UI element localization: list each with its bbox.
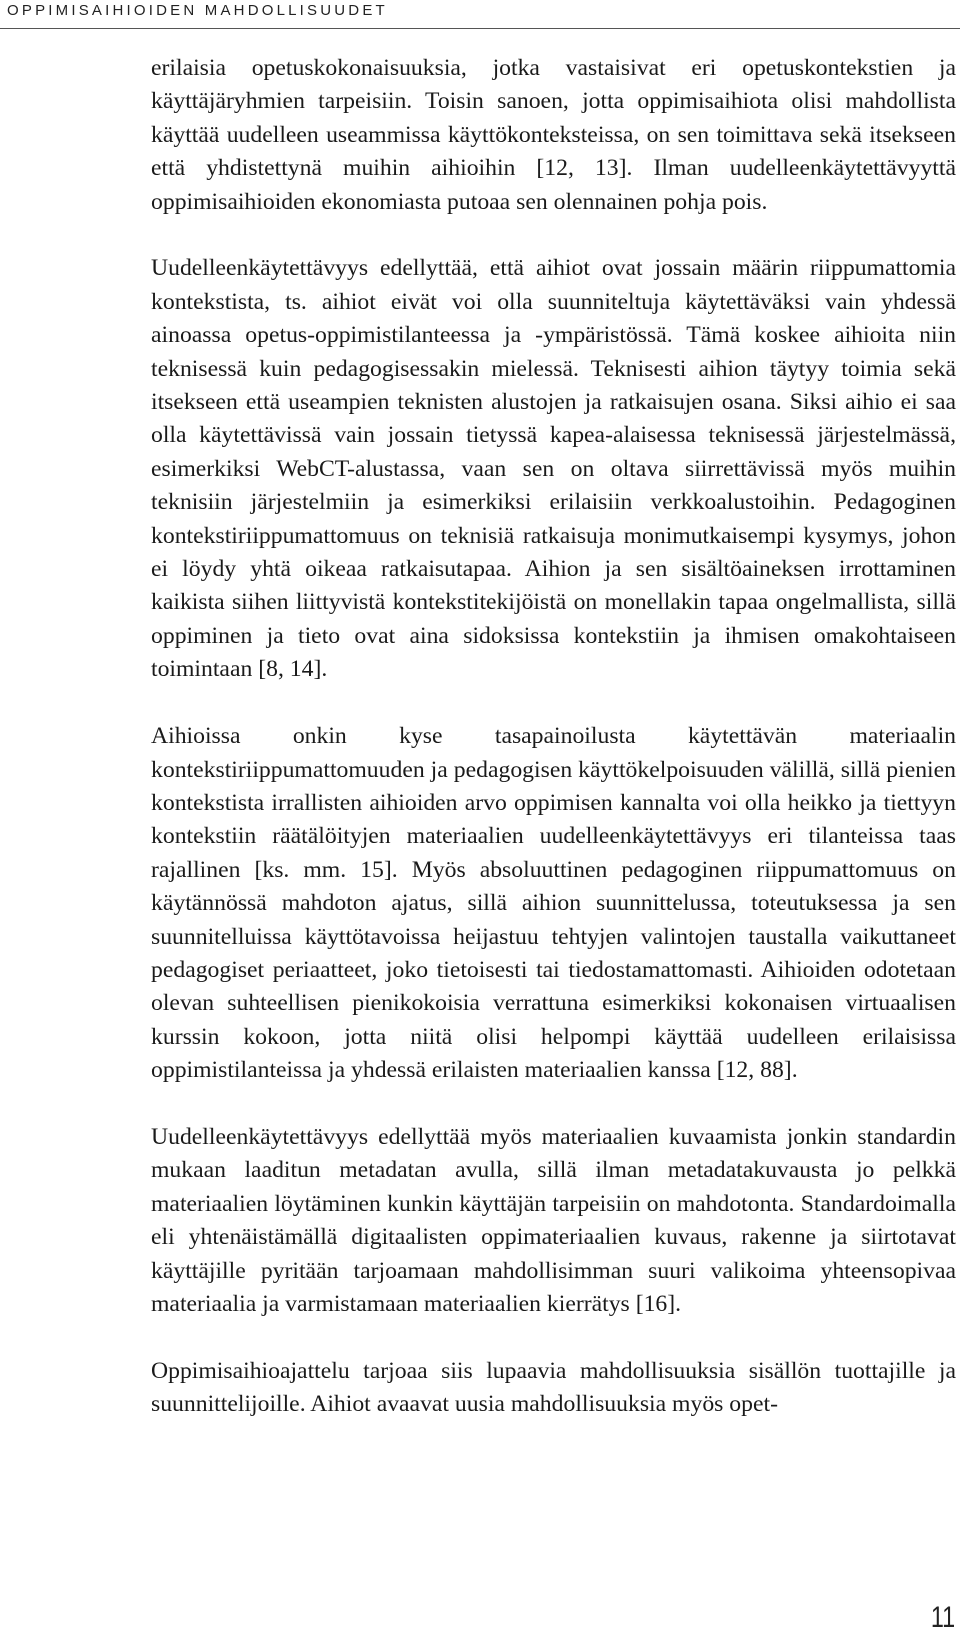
running-header: OPPIMISAIHIOIDEN MAHDOLLISUUDET — [7, 2, 388, 19]
paragraph-4: Uudelleenkäytettävyys edellyttää myös materiaalien kuvaamista jonkin standardin mukaan laaditun metadatan avulla, sillä ilman metadatakuvausta jo pelkkä materiaalien löytäminen kunkin käyttäjän tarpeisiin on mahdotonta. Standardoimalla eli yhtenäistämällä digitaalisten oppimateriaalien kuvaus, rakenne ja siirtotavat käyttäjille pyritään tarjoamaan mahdollisimman suuri valikoima yhteensopivaa materiaalia ja varmistamaan materiaalien kierrätys [16]. — [151, 1123, 956, 1317]
paragraph-5: Oppimisaihioajattelu tarjoaa siis lupaavia mahdollisuuksia sisällön tuottajille ja suunnittelijoille. Aihiot avaavat uusia mahdollisuuksia myös opet- — [151, 1357, 956, 1418]
page-number: 11 — [930, 1601, 955, 1634]
paragraph-3: Aihioissa onkin kyse tasapainoilusta käytettävän materiaalin kontekstiriippumattomuuden ja pedagogisen käyttökelpoisuuden välillä, sillä pienien kontekstista irrallisten aihioiden arvo oppimisen kannalta voi olla heikko ja tiettyyn kontekstiin räätälöityjen materiaalien uudelleenkäytettävyys eri tilanteissa taas rajallinen [ks. mm. 15]. Myös absoluuttinen pedagoginen riippumattomuus on käytännössä mahdoton ajatus, sillä aihion suunnittelussa, toteutuksessa ja sen suunnitelluissa käyttötavoissa heijastuu tehtyjen valintojen taustalla vaikuttaneet pedagogiset periaatteet, joko tietoisesti tai tiedostamattomasti. Aihioiden odotetaan olevan suhteellisen pienikokoisia verrattuna esimerkiksi kokonaisen virtuaalisen kurssin kokoon, jotta niitä olisi helpompi käyttää uudelleen erilaisissa oppimistilanteissa ja yhdessä erilaisten materiaalien kanssa [12, 88]. — [151, 723, 956, 1084]
header-rule — [0, 28, 960, 29]
paragraph-2: Uudelleenkäytettävyys edellyttää, että aihiot ovat jossain määrin riippumattomia kontekstista, ts. aihiot eivät voi olla suunniteltuja käytettäväksi vain yhdessä ainoassa opetus-oppimistilanteessa ja -ympäristössä. Tämä koskee aihioita niin teknisessä kuin pedagogisessakin mielessä. Teknisesti aihion täytyy toimia sekä itsekseen että useampien teknisten alustojen ja ratkaisujen osana. Siksi aihio ei saa olla käytettävissä vain jossain tietyssä kapea-alaisessa teknisessä järjestelmässä, esimerkiksi WebCT-alustassa, vaan sen on oltava siirrettävissä myös muihin teknisiin järjestelmiin ja esimerkiksi erilaisiin verkkoalustoihin. Pedagoginen kontekstiriippumattomuus on teknisiä ratkaisuja monimutkaisempi kysymys, johon ei löydy yhtä oikeaa ratkaisutapaa. Aihion ja sen sisältöaineksen irrottaminen kaikista siihen liittyvistä kontekstitekijöistä on monellakin tapaa ongelmallista, sillä oppiminen ja tieto ovat aina sidoksissa kontekstiin ja ihmisen omakohtaiseen toimintaan [8, 14]. — [151, 255, 956, 683]
paragraph-1: erilaisia opetuskokonaisuuksia, jotka vastaisivat eri opetuskontekstien ja käyttäjäryhmien tarpeisiin. Toisin sanoen, jotta oppimisaihiota olisi mahdollista käyttää uudelleen useammissa käyttökonteksteissa, on sen toimittava sekä itsekseen että yhdistettynä muihin aihioihin [12, 13]. Ilman uudelleenkäytettävyyttä oppimisaihioiden ekonomiasta putoaa sen olennainen pohja pois. — [151, 55, 956, 215]
body-text — [151, 52, 956, 1422]
